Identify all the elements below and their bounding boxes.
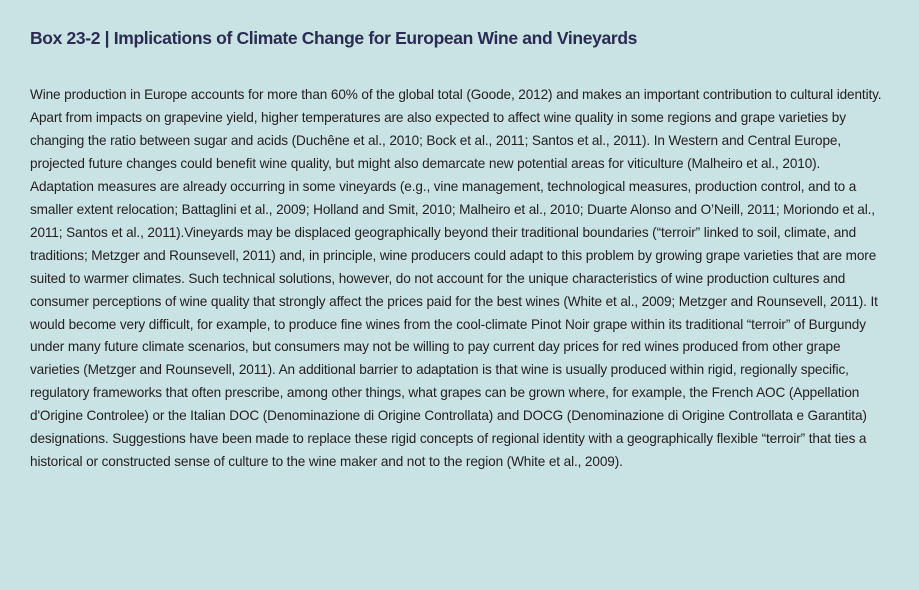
box-title: Box 23-2 | Implications of Climate Change for European Wine and Vineyards (30, 28, 638, 48)
box-body-paragraph: Wine production in Europe accounts for more than 60% of the global total (Goode, 2012) and makes an important contribution to cultural identity. Apart from impacts on grapevine yield, higher temperatures are also expected to affect wine quality in some regions and grape varieties by changing the ratio between sugar and acids (Duchêne et al., 2010; Bock et al., 2011; Santos et al., 2011). In Western and Central Europe, projected future changes could benefit wine quality, but might also demarcate new potential areas for viticulture (Malheiro et al., 2010). Adaptation measures are already occurring in some vineyards (e.g., vine management, technological measures, production control, and to a smaller extent relocation; Battaglini et al., 2009; Holland and Smit, 2010; Malheiro et al., 2010; Duarte Alonso and O’Neill, 2011; Moriondo et al., 2011; Santos et al., 2011).Vineyards may be displaced geographically beyond their traditional boundaries (“terroir” linked to soil, climate, and traditions; Metzger and Rounsevell, 2011) and, in principle, wine producers could adapt to this problem by growing grape varieties that are more suited to warmer climates. Such technical solutions, however, do not account for the unique characteristics of wine production cultures and consumer perceptions of wine quality that strongly affect the prices paid for the best wines (White et al., 2009; Metzger and Rounsevell, 2011). It would become very difficult, for example, to produce fine wines from the cool-climate Pinot Noir grape within its traditional “terroir” of Burgundy under many future climate scenarios, but consumers may not be willing to pay current day prices for red wines produced from other grape varieties (Metzger and Rounsevell, 2011). An additional barrier to adaptation is that wine is usually produced within rigid, regionally specific, regulatory frameworks that often prescribe, among other things, what grapes can be grown where, for example, the French AOC (Appellation d'Origine Controlee) or the Italian DOC (Denominazione di Origine Controllata) and DOCG (Denominazione di Origine Controllata e Garantita) designations. Suggestions have been made to replace these rigid concepts of regional identity with a geographically flexible “terroir” that ties a historical or constructed sense of culture to the wine maker and not to the region (White et al., 2009). (30, 87, 882, 470)
